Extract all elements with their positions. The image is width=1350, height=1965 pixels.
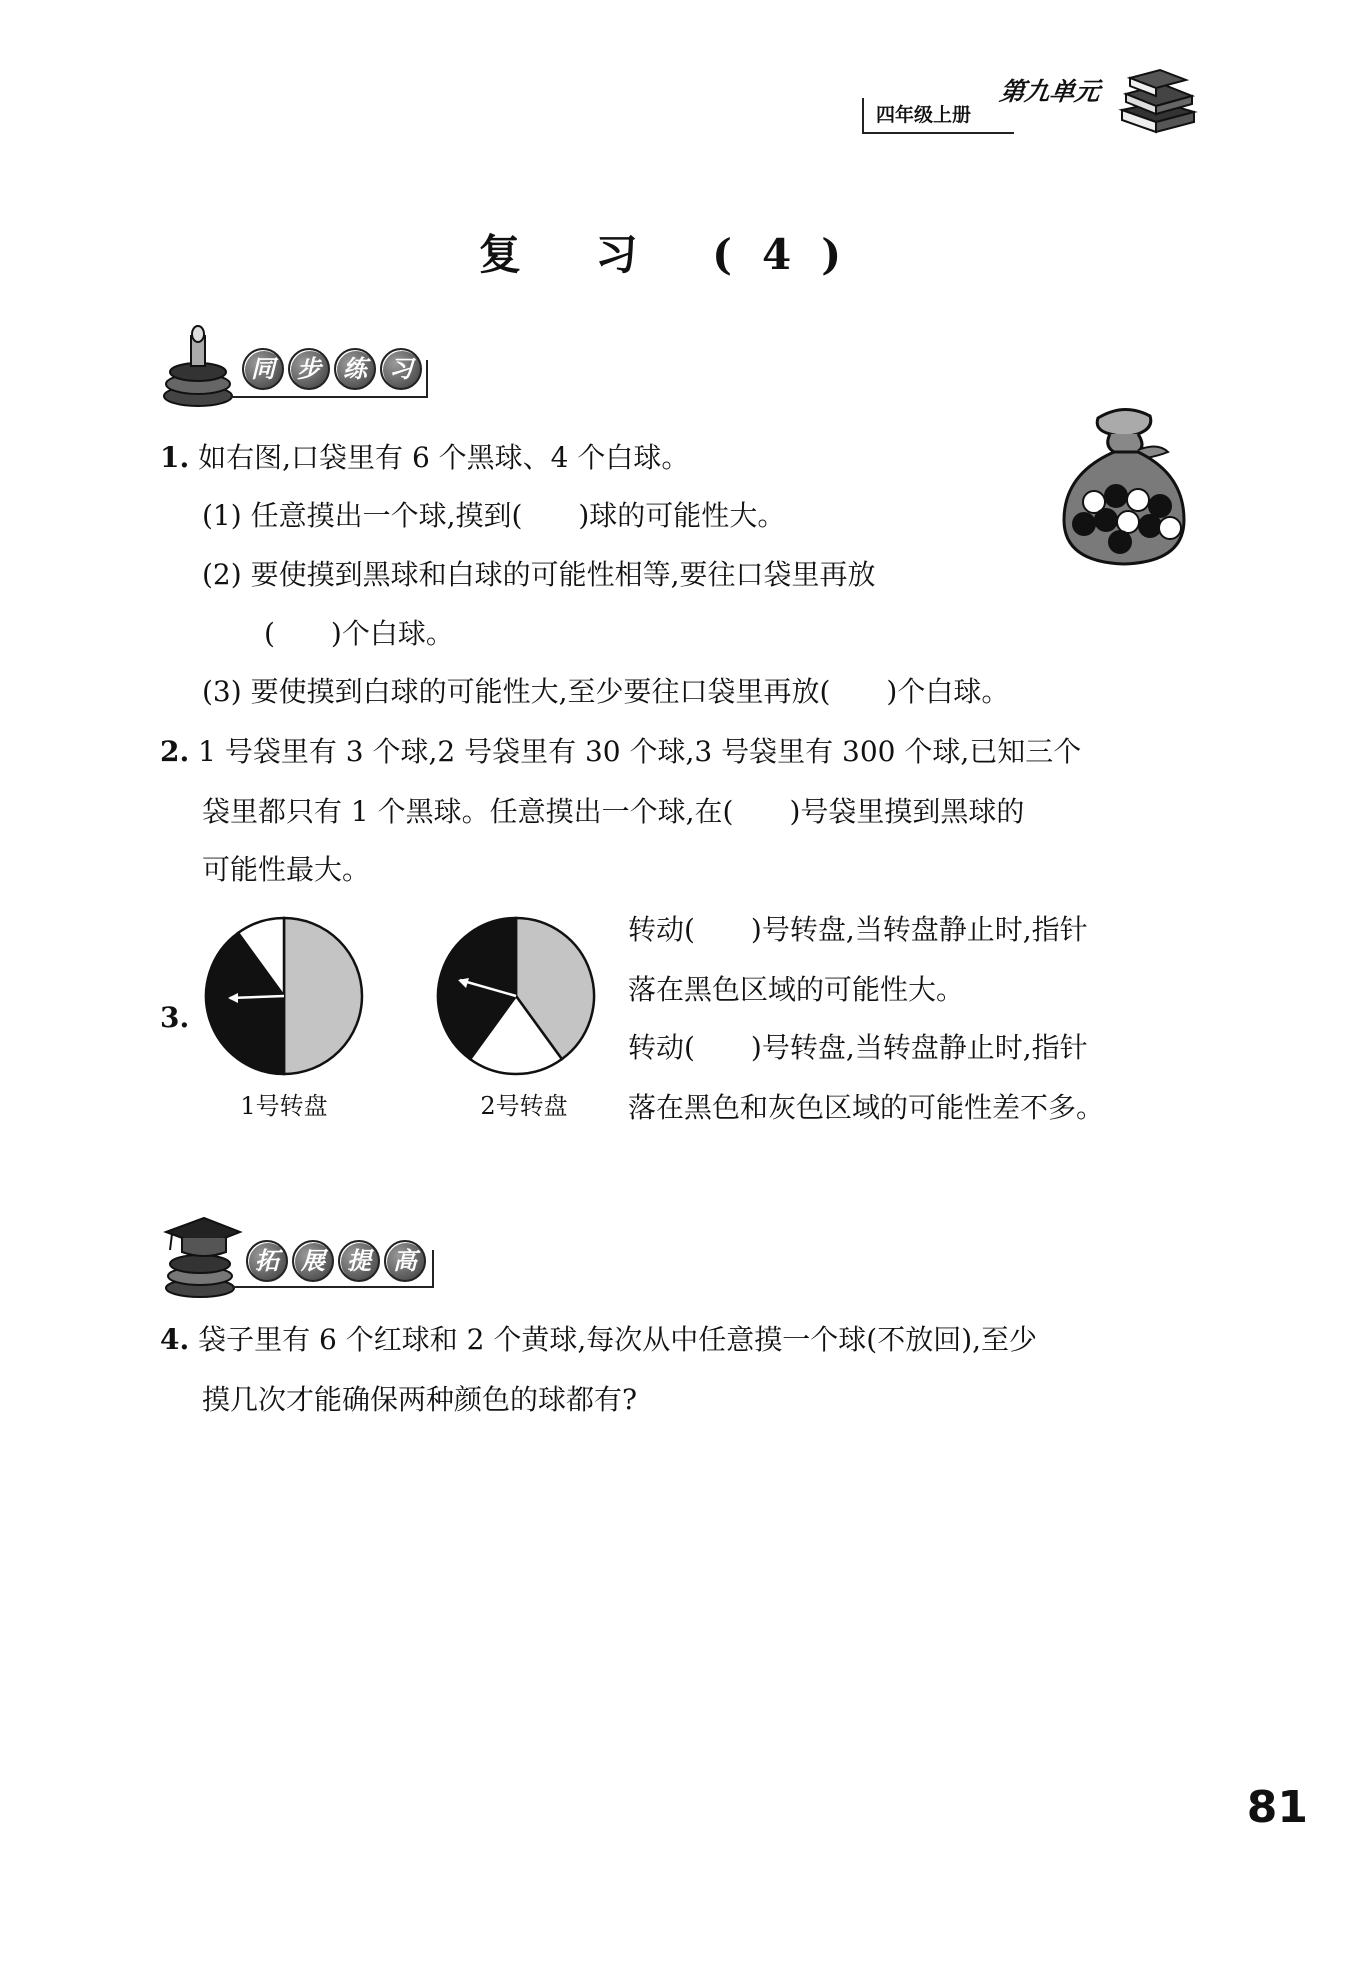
bag-ball-black xyxy=(1073,513,1095,535)
q1-part1: (1) 任意摸出一个球,摸到( )球的可能性大。 xyxy=(202,499,786,532)
section-banner-extension xyxy=(160,1210,460,1300)
q1-part2-line1: (2) 要使摸到黑球和白球的可能性相等,要往口袋里再放 xyxy=(202,558,876,591)
bag-ball-white xyxy=(1127,489,1149,511)
books-icon xyxy=(1116,66,1198,136)
q2-line2: 袋里都只有 1 个黑球。任意摸出一个球,在( )号袋里摸到黑球的 xyxy=(202,795,1025,828)
banner-char: 高 xyxy=(384,1240,426,1282)
bag-ball-black xyxy=(1139,515,1161,537)
unit-label: 第九单元 xyxy=(997,77,1102,106)
bag-ball-black xyxy=(1109,531,1131,553)
q1-part2-line2: ( )个白球。 xyxy=(264,617,454,650)
page-number: 81 xyxy=(1246,1782,1308,1833)
page-title: 复 习 (4) xyxy=(478,230,872,279)
banner-char: 习 xyxy=(380,348,422,390)
lamp-books-icon xyxy=(160,322,240,412)
q2-line3: 可能性最大。 xyxy=(202,853,371,886)
banner-char: 步 xyxy=(288,348,330,390)
spinner-1-slice-gray xyxy=(284,918,362,1074)
section-banner-sync-practice xyxy=(160,322,460,412)
q2-line1 xyxy=(160,732,1081,772)
q3-number: 3. xyxy=(160,1001,190,1034)
q4-text-line1: 袋子里有 6 个红球和 2 个黄球,每次从中任意摸一个球(不放回),至少 xyxy=(198,1323,1038,1356)
spinner-1-label: 1号转盘 xyxy=(240,1092,328,1120)
banner-char: 拓 xyxy=(246,1240,288,1282)
q3-line4: 落在黑色和灰色区域的可能性差不多。 xyxy=(628,1091,1105,1124)
q2-number: 2. xyxy=(160,735,190,768)
q3-line2: 落在黑色区域的可能性大。 xyxy=(628,973,965,1006)
spinner-2-label: 2号转盘 xyxy=(480,1092,568,1120)
q3-line3: 转动( )号转盘,当转盘静止时,指针 xyxy=(628,1031,1088,1064)
grade-label: 四年级上册 xyxy=(876,104,972,126)
bag-ball-black xyxy=(1105,485,1127,507)
q1-number: 1. xyxy=(160,441,190,474)
bag-ball-white xyxy=(1117,511,1139,533)
q4-number: 4. xyxy=(160,1323,190,1356)
banner-char: 提 xyxy=(338,1240,380,1282)
unit-header xyxy=(858,62,1198,142)
banner-title xyxy=(242,348,422,390)
q4-line1 xyxy=(160,1320,1037,1360)
banner-title xyxy=(246,1240,426,1282)
q1-stem: 如右图,口袋里有 6 个黑球、4 个白球。 xyxy=(198,441,690,474)
banner-char: 展 xyxy=(292,1240,334,1282)
bag-ball-black xyxy=(1095,509,1117,531)
q3-line1: 转动( )号转盘,当转盘静止时,指针 xyxy=(628,913,1088,946)
q1-part3: (3) 要使摸到白球的可能性大,至少要往口袋里再放( )个白球。 xyxy=(202,675,1010,708)
banner-char: 同 xyxy=(242,348,284,390)
bag-ball-black xyxy=(1149,495,1171,517)
q4-line2: 摸几次才能确保两种颜色的球都有? xyxy=(202,1383,638,1416)
ball-bag-illustration xyxy=(1054,402,1194,570)
spinner-2 xyxy=(432,912,602,1082)
bag-ball-white xyxy=(1159,517,1181,539)
banner-char: 练 xyxy=(334,348,376,390)
q2-text-line1: 1 号袋里有 3 个球,2 号袋里有 30 个球,3 号袋里有 300 个球,已知三个 xyxy=(198,735,1082,768)
q1-stem-line xyxy=(160,438,689,478)
spinner-1 xyxy=(200,912,370,1082)
